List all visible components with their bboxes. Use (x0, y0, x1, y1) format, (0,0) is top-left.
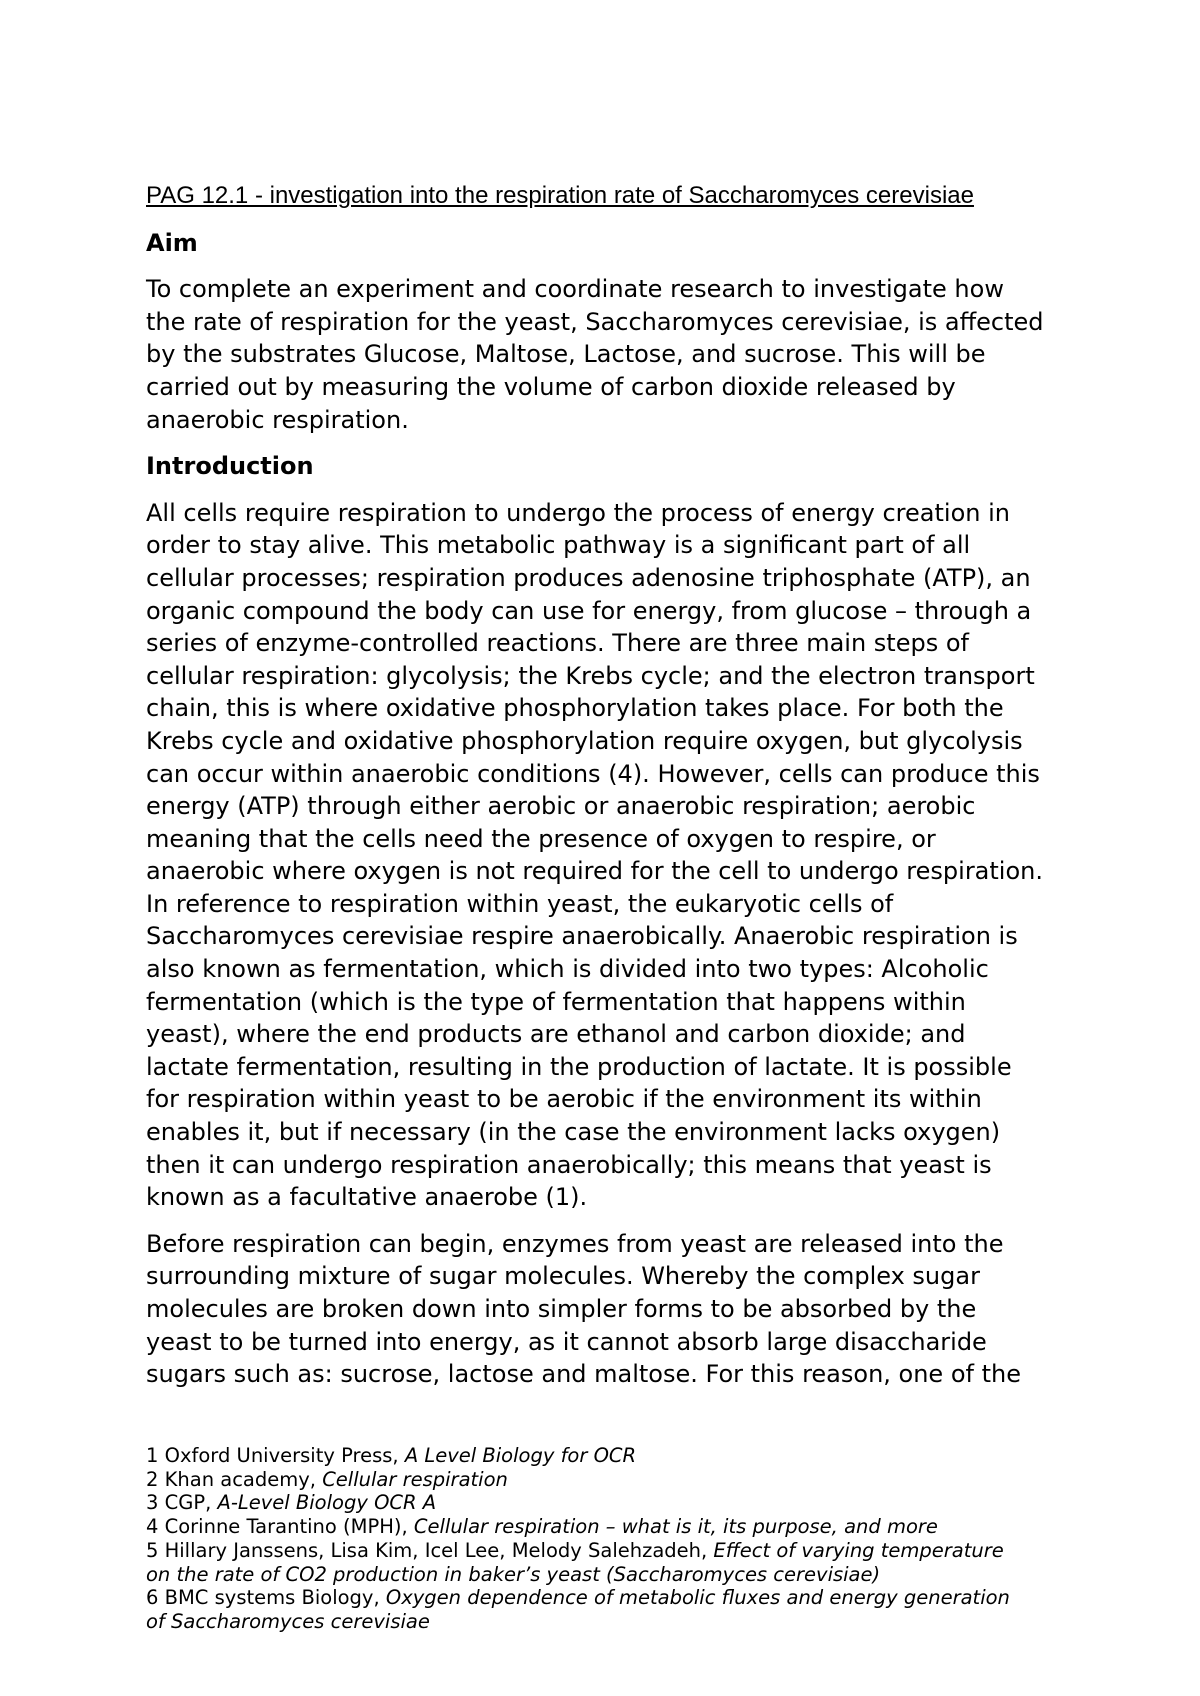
intro-line: energy (ATP) through either aerobic or anaerobic respiration; aerobic (146, 792, 976, 821)
footnote-title: on the rate of CO2 production in baker’s yeast (Saccharomyces cerevisiae) (146, 1562, 881, 1586)
intro-line: Krebs cycle and oxidative phosphorylation require oxygen, but glycolysis (146, 726, 1023, 755)
footnote-source: 4 Corinne Tarantino (MPH), (146, 1515, 414, 1539)
intro-line: meaning that the cells need the presence of oxygen to respire, or (146, 824, 936, 853)
intro-line: for respiration within yeast to be aerobic if the environment its within (146, 1085, 982, 1114)
introduction-heading: Introduction (146, 452, 314, 481)
footnote (146, 1491, 1066, 1515)
intro-line: fermentation (which is the type of fermentation that happens within (146, 987, 966, 1016)
intro-line: Saccharomyces cerevisiae respire anaerobically. Anaerobic respiration is (146, 922, 1018, 951)
intro-line: can occur within anaerobic conditions (4). However, cells can produce this (146, 759, 1040, 788)
intro-line: In reference to respiration within yeast, the eukaryotic cells of (146, 889, 894, 918)
footnote-title: A Level Biology for OCR (404, 1444, 637, 1467)
intro-line: surrounding mixture of sugar molecules. Whereby the complex sugar (146, 1262, 980, 1291)
aim-line: To complete an experiment and coordinate research to investigate how (146, 275, 1004, 304)
footnote-continuation (146, 1563, 1066, 1587)
document-body (146, 180, 1066, 1405)
aim-line: the rate of respiration for the yeast, Saccharomyces cerevisiae, is affected (146, 307, 1044, 336)
footnote (146, 1444, 1066, 1468)
aim-line: by the substrates Glucose, Maltose, Lactose, and sucrose. This will be (146, 340, 986, 369)
intro-line: known as a facultative anaerobe (1). (146, 1183, 588, 1212)
intro-line: All cells require respiration to undergo the process of energy creation in (146, 498, 1010, 527)
footnote-source: 3 CGP, (146, 1491, 218, 1515)
intro-line: sugars such as: sucrose, lactose and maltose. For this reason, one of the (146, 1360, 1021, 1389)
intro-line: organic compound the body can use for energy, from glucose – through a (146, 596, 1032, 625)
introduction-paragraph-1 (146, 497, 1066, 1214)
footnote-source: 6 BMC systems Biology, (146, 1586, 386, 1610)
document-title: PAG 12.1 - investigation into the respiration rate of Saccharomyces cerevisiae (146, 182, 974, 209)
footnote (146, 1539, 1066, 1563)
intro-line: yeast to be turned into energy, as it cannot absorb large disaccharide (146, 1327, 987, 1356)
footnote-title: Oxygen dependence of metabolic fluxes and energy generation (385, 1586, 1010, 1610)
footnote-title: of Saccharomyces cerevisiae (146, 1609, 430, 1633)
aim-paragraph (146, 273, 1066, 436)
intro-line: Before respiration can begin, enzymes from yeast are released into the (146, 1229, 1004, 1258)
footnote-title: Cellular respiration – what is it, its purpose, and more (413, 1515, 938, 1539)
intro-line: cellular processes; respiration produces adenosine triphosphate (ATP), an (146, 563, 1031, 592)
intro-line: order to stay alive. This metabolic pathway is a significant part of all (146, 531, 971, 560)
footnote (146, 1586, 1066, 1610)
footnote-source: 2 Khan academy, (146, 1467, 323, 1491)
introduction-paragraph-2 (146, 1228, 1066, 1391)
footnote (146, 1515, 1066, 1539)
footnote-continuation (146, 1610, 1066, 1634)
intro-line: anaerobic where oxygen is not required for the cell to undergo respiration. (146, 857, 1043, 886)
aim-line: carried out by measuring the volume of carbon dioxide released by (146, 372, 956, 401)
intro-line: yeast), where the end products are ethanol and carbon dioxide; and (146, 1020, 966, 1049)
intro-line: then it can undergo respiration anaerobically; this means that yeast is (146, 1150, 992, 1179)
intro-line: molecules are broken down into simpler forms to be absorbed by the (146, 1295, 977, 1323)
intro-line: enables it, but if necessary (in the case the environment lacks oxygen) (146, 1118, 1001, 1147)
intro-line: lactate fermentation, resulting in the production of lactate. It is possible (146, 1052, 1012, 1081)
aim-line: anaerobic respiration. (146, 405, 409, 434)
intro-line: cellular respiration: glycolysis; the Krebs cycle; and the electron transport (146, 661, 1035, 690)
aim-heading: Aim (146, 228, 198, 257)
footnote (146, 1468, 1066, 1492)
footnote-title: A-Level Biology OCR A (217, 1491, 437, 1515)
footnote-source: 1 Oxford University Press, (146, 1444, 405, 1467)
intro-line: series of enzyme-controlled reactions. There are three main steps of (146, 629, 969, 658)
intro-line: chain, this is where oxidative phosphorylation takes place. For both the (146, 694, 1004, 723)
footnote-title: Effect of varying temperature (713, 1538, 1004, 1562)
footnote-source: 5 Hillary Janssens, Lisa Kim, Icel Lee, Melody Salehzadeh, (146, 1538, 714, 1562)
footnotes (146, 1444, 1066, 1634)
intro-line: also known as fermentation, which is divided into two types: Alcoholic (146, 955, 989, 984)
footnote-title: Cellular respiration (322, 1467, 508, 1491)
